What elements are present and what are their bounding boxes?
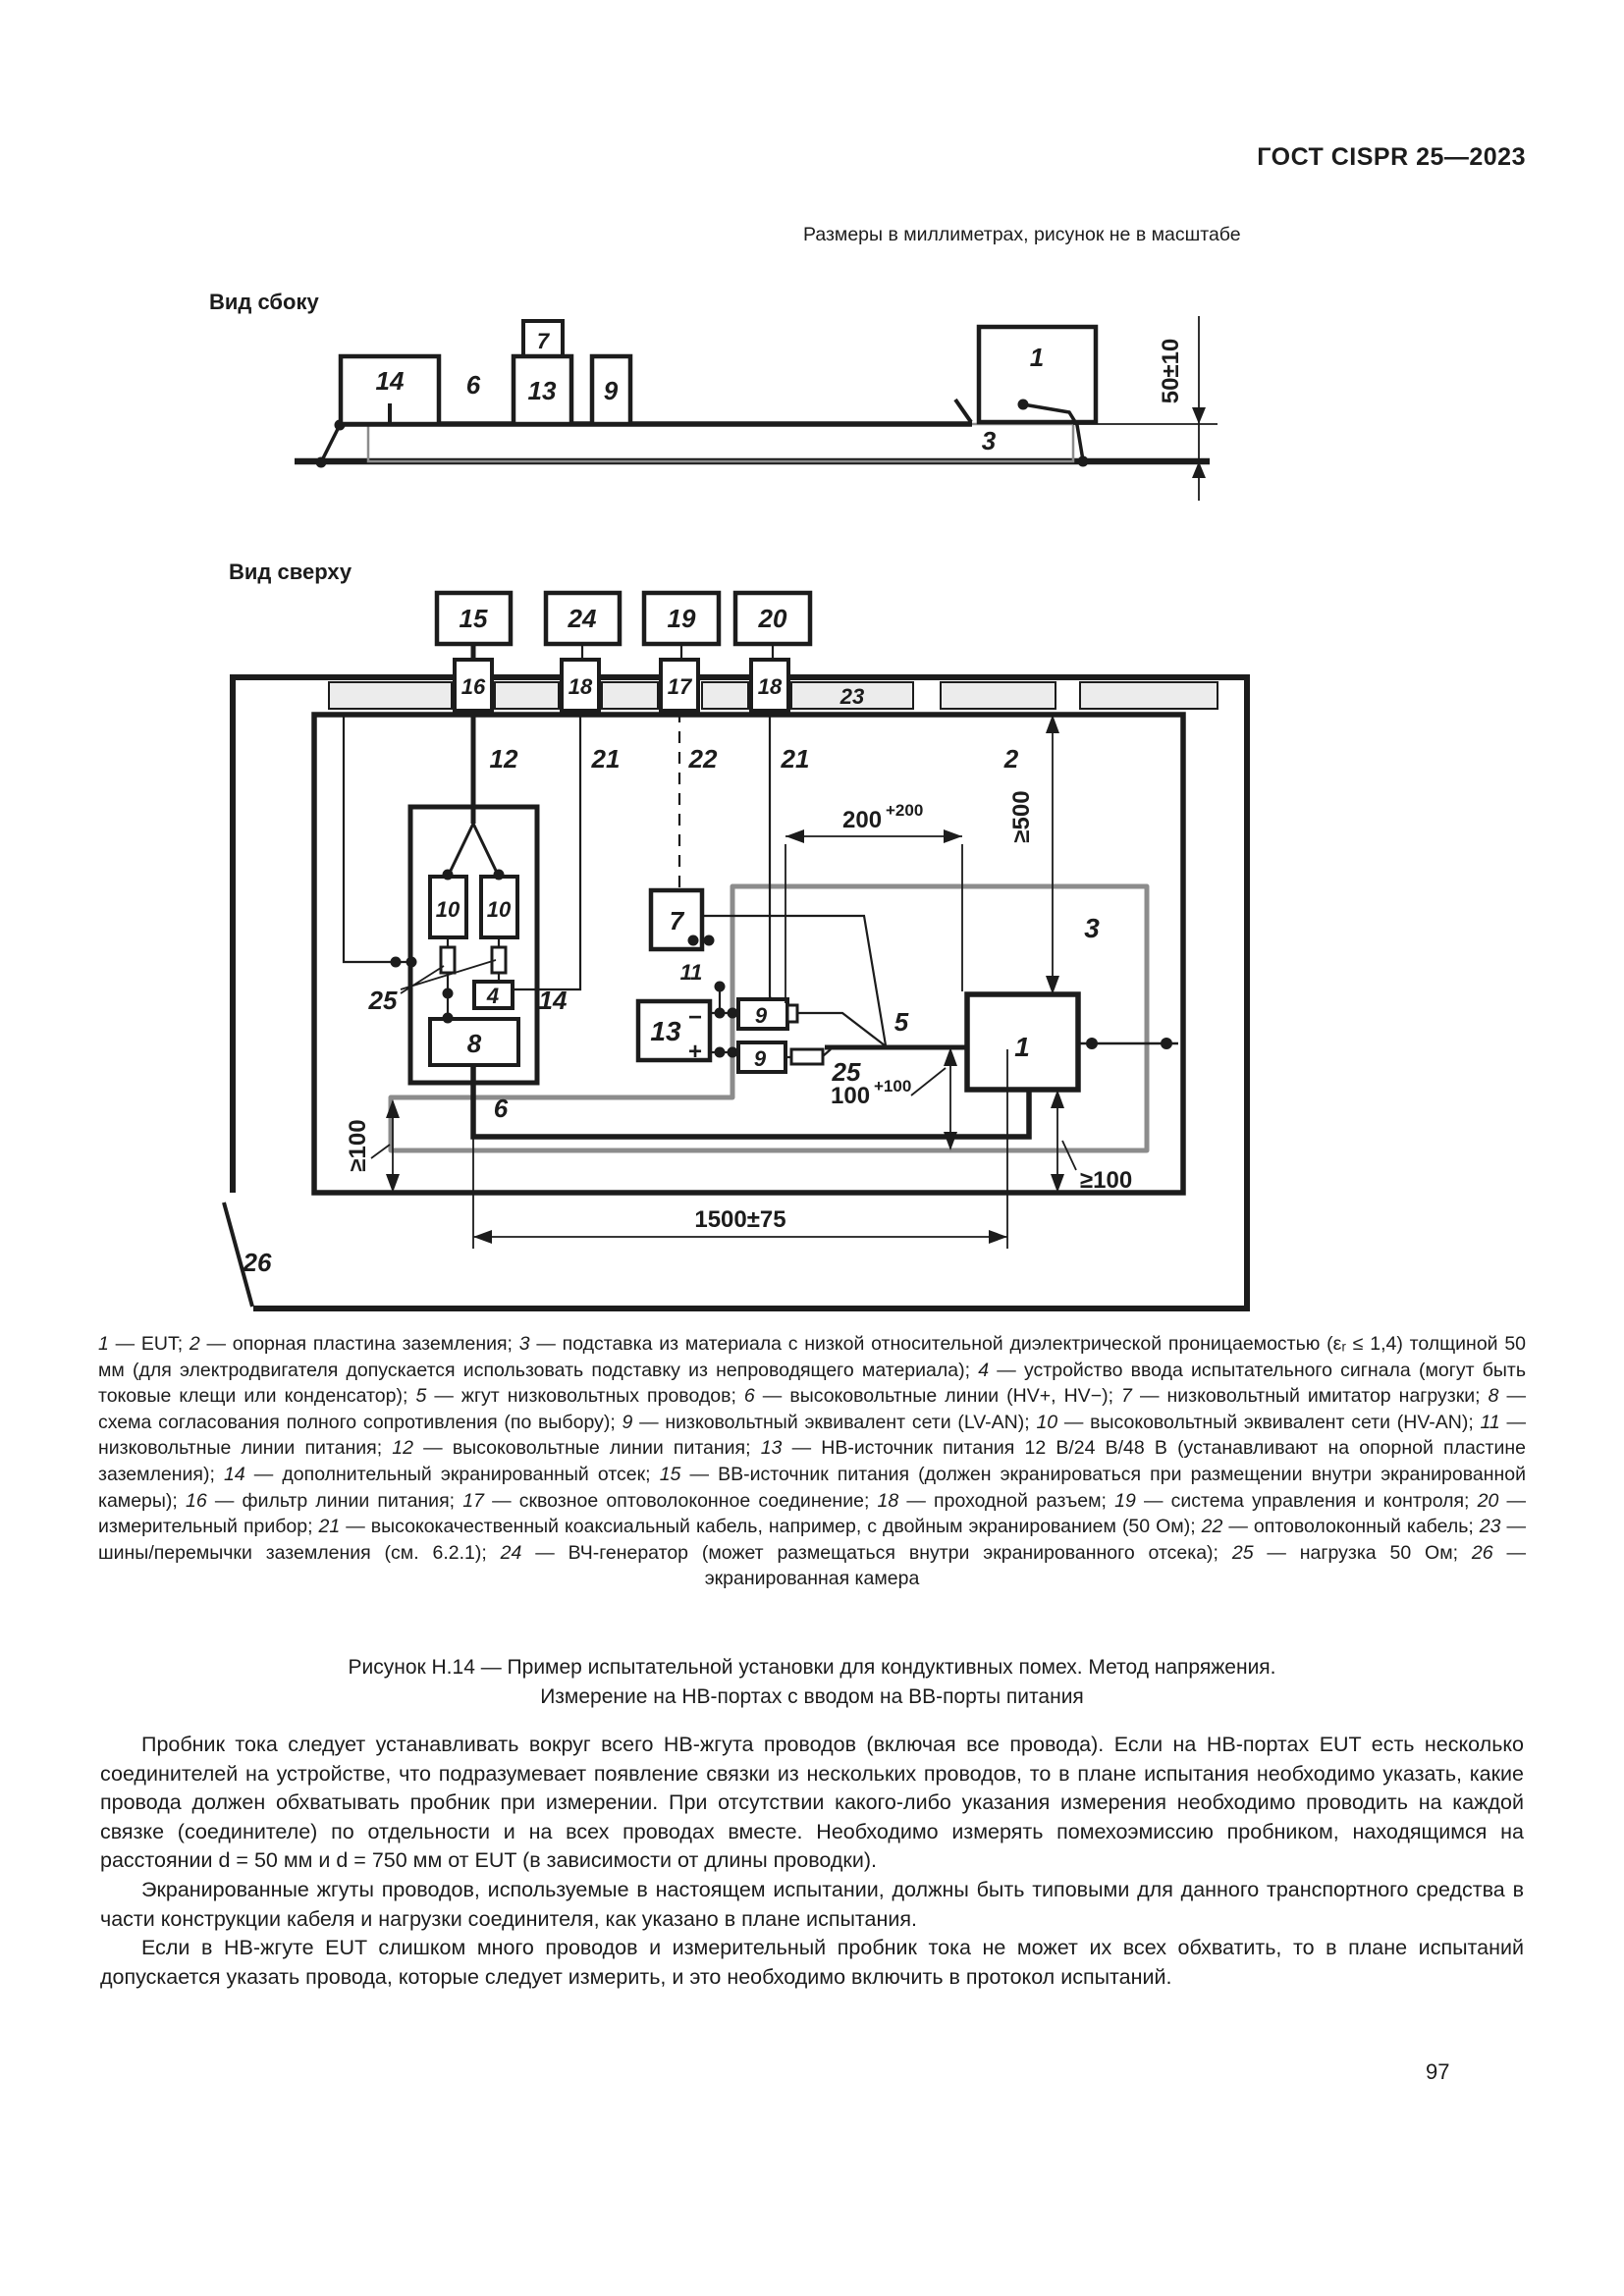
top-view-diagram — [0, 550, 1624, 1364]
box-lv-an-9 — [592, 356, 630, 424]
svg-text:17: 17 — [667, 674, 692, 699]
figure-caption-line2: Измерение на НВ-портах с вводом на ВВ-порты питания — [540, 1685, 1084, 1708]
box-rf-generator-24 — [546, 593, 620, 644]
svg-text:25: 25 — [368, 986, 398, 1015]
svg-text:9: 9 — [603, 376, 619, 405]
svg-text:26: 26 — [243, 1248, 272, 1277]
svg-text:50±10: 50±10 — [1158, 338, 1184, 404]
svg-text:+200: +200 — [886, 801, 924, 820]
svg-text:≥500: ≥500 — [1008, 790, 1035, 843]
svg-text:18: 18 — [568, 674, 593, 699]
box-hv-an-10-left — [430, 877, 466, 937]
label-lv-lines-11: 11 — [679, 960, 703, 985]
svg-text:12: 12 — [489, 744, 518, 774]
box-shielded-compartment-14 — [341, 356, 439, 424]
support-3 — [368, 424, 1073, 461]
paragraph: Экранированные жгуты проводов, используемые в настоящем испытании, должны быть типовыми для данного транспортного средства в части конструкции кабеля и нагрузки соединителя, как указано в плане испытания. — [100, 1877, 1524, 1931]
svg-text:16: 16 — [460, 674, 486, 699]
box-control-system-19 — [644, 593, 719, 644]
page-number: 97 — [1426, 2059, 1450, 2084]
box-hv-an-10-right — [481, 877, 517, 937]
svg-text:9: 9 — [753, 1046, 767, 1071]
box-eut-1 — [967, 994, 1078, 1090]
svg-text:18: 18 — [757, 674, 783, 699]
svg-text:13: 13 — [527, 376, 557, 405]
svg-text:21: 21 — [591, 744, 621, 774]
svg-text:25: 25 — [832, 1057, 861, 1087]
svg-text:≥100: ≥100 — [1080, 1167, 1133, 1194]
svg-text:6: 6 — [493, 1094, 509, 1123]
side-view-title: Вид сбоку — [209, 290, 319, 314]
svg-text:14: 14 — [375, 366, 405, 396]
figure-legend: 1 — EUT; 2 — опорная пластина заземления; 3 — подставка из материала с низкой относительной диэлектрической проницаемостью (εᵣ ≤ 1,4) толщиной 50 мм (для электродвигателя допускается использовать подставку из непроводящего материала); 4 — устройство ввода испытательного сигнала (могут быть токовые клещи или конденсатор); 5 — жгут низковольтных проводов; 6 — высоковольтные линии (HV+, HV−); 7 — низковольтный имитатор нагрузки; 8 — схема согласования полного сопротивления (по выбору); 9 — низковольтный эквивалент сети (LV-AN); 10 — высоковольтный эквивалент сети (HV-AN); 11 — низковольтные линии питания; 12 — высоковольтные линии питания; 13 — НВ-источник питания 12 В/24 В/48 В (устанавливают на опорной пластине заземления); 14 — дополнительный экранированный отсек; 15 — ВВ-источник питания (должен экранироваться при размещении внутри экранированной камеры); 16 — фильтр линии питания; 17 — сквозное оптоволоконное соединение; 18 — проходной разъем; 19 — система управления и контроля; 20 — измерительный прибор; 21 — высококачественный коаксиальный кабель, например, с двойным экранированием (50 Ом); 22 — оптоволоконный кабель; 23 — шины/перемычки заземления (см. 6.2.1); 24 — ВЧ-генератор (может размещаться внутри экранированного отсека); 25 — нагрузка 50 Ом; 26 — экранированная камера — [98, 1333, 1527, 1590]
side-view-diagram — [0, 265, 1624, 520]
svg-text:15: 15 — [459, 604, 488, 633]
minus-terminal: − — [687, 1004, 703, 1031]
svg-text:1: 1 — [1014, 1032, 1030, 1062]
svg-text:7: 7 — [536, 329, 550, 353]
svg-text:24: 24 — [568, 604, 597, 633]
box-feedthrough-18b — [751, 660, 788, 711]
svg-text:13: 13 — [650, 1016, 681, 1046]
box-feedthrough-18a — [562, 660, 599, 711]
svg-text:23: 23 — [839, 684, 865, 709]
box-fiber-feedthrough-17 — [661, 660, 698, 711]
svg-text:3: 3 — [1084, 913, 1100, 943]
svg-text:200: 200 — [842, 807, 883, 833]
label-hv-lines-6: 6 — [465, 370, 481, 400]
svg-text:4: 4 — [486, 984, 500, 1008]
svg-text:1500±75: 1500±75 — [694, 1206, 786, 1233]
svg-text:5: 5 — [893, 1007, 909, 1037]
box-load-simulator-7 — [523, 321, 563, 356]
box-lv-supply-13 — [638, 1001, 710, 1065]
svg-text:2: 2 — [1003, 744, 1019, 774]
svg-text:9: 9 — [754, 1003, 768, 1028]
dimensions-note: Размеры в миллиметрах, рисунок не в масштабе — [803, 224, 1241, 245]
box-measuring-instrument-20 — [735, 593, 810, 644]
svg-text:14: 14 — [538, 986, 568, 1015]
figure-caption-line1: Рисунок Н.14 — Пример испытательной установки для кондуктивных помех. Метод напряжения. — [348, 1656, 1276, 1679]
label-support-3: 3 — [981, 426, 997, 455]
svg-text:10: 10 — [486, 897, 512, 922]
box-line-filter-16 — [455, 660, 492, 711]
box-impedance-matching-8 — [430, 1019, 518, 1065]
svg-text:≥100: ≥100 — [345, 1119, 371, 1172]
svg-text:100: 100 — [831, 1083, 871, 1109]
body-text — [100, 1731, 1524, 1992]
svg-text:20: 20 — [758, 604, 787, 633]
svg-text:8: 8 — [466, 1029, 482, 1058]
plus-terminal: + — [687, 1039, 703, 1065]
svg-text:1: 1 — [1029, 343, 1045, 372]
svg-text:21: 21 — [781, 744, 810, 774]
paragraph: Пробник тока следует устанавливать вокруг всего НВ-жгута проводов (включая все провода). Если на НВ-портах EUT есть несколько соединителей на устройстве, что подразумевает появление связки из нескольких проводов, то в плане испытания необходимо указать, какие провода должен обхватывать пробник при измерении. При отсутствии какого-либо указания измерения необходимо проводить на каждой связке (соединителе) по отдельности и на всех проводах вместе. Необходимо измерять помехоэмиссию пробником, находящимся на расстоянии d = 50 мм и d = 750 мм от EUT (в зависимости от длины проводки). — [100, 1733, 1524, 1873]
svg-text:7: 7 — [669, 906, 684, 935]
box-lv-an-9b — [738, 1042, 785, 1072]
dimension-50 — [1158, 316, 1206, 501]
svg-text:19: 19 — [667, 604, 696, 633]
svg-text:+100: +100 — [874, 1077, 912, 1095]
box-injection-device-4 — [474, 982, 513, 1008]
box-lv-supply-13 — [514, 356, 571, 424]
svg-text:22: 22 — [688, 744, 718, 774]
box-hv-source-15 — [437, 593, 511, 644]
paragraph: Если в НВ-жгуте EUT слишком много проводов и измерительный пробник тока не может их всех обхватить, то в плане испытаний допускается указать провода, которые следует измерить, и это необходимо включить в протокол испытаний. — [100, 1936, 1524, 1989]
box-lv-an-9a — [738, 999, 797, 1029]
figure-caption — [98, 1653, 1526, 1712]
top-view-title: Вид сверху — [229, 560, 352, 584]
document-header: ГОСТ CISPR 25—2023 — [1257, 143, 1526, 171]
svg-text:10: 10 — [435, 897, 460, 922]
